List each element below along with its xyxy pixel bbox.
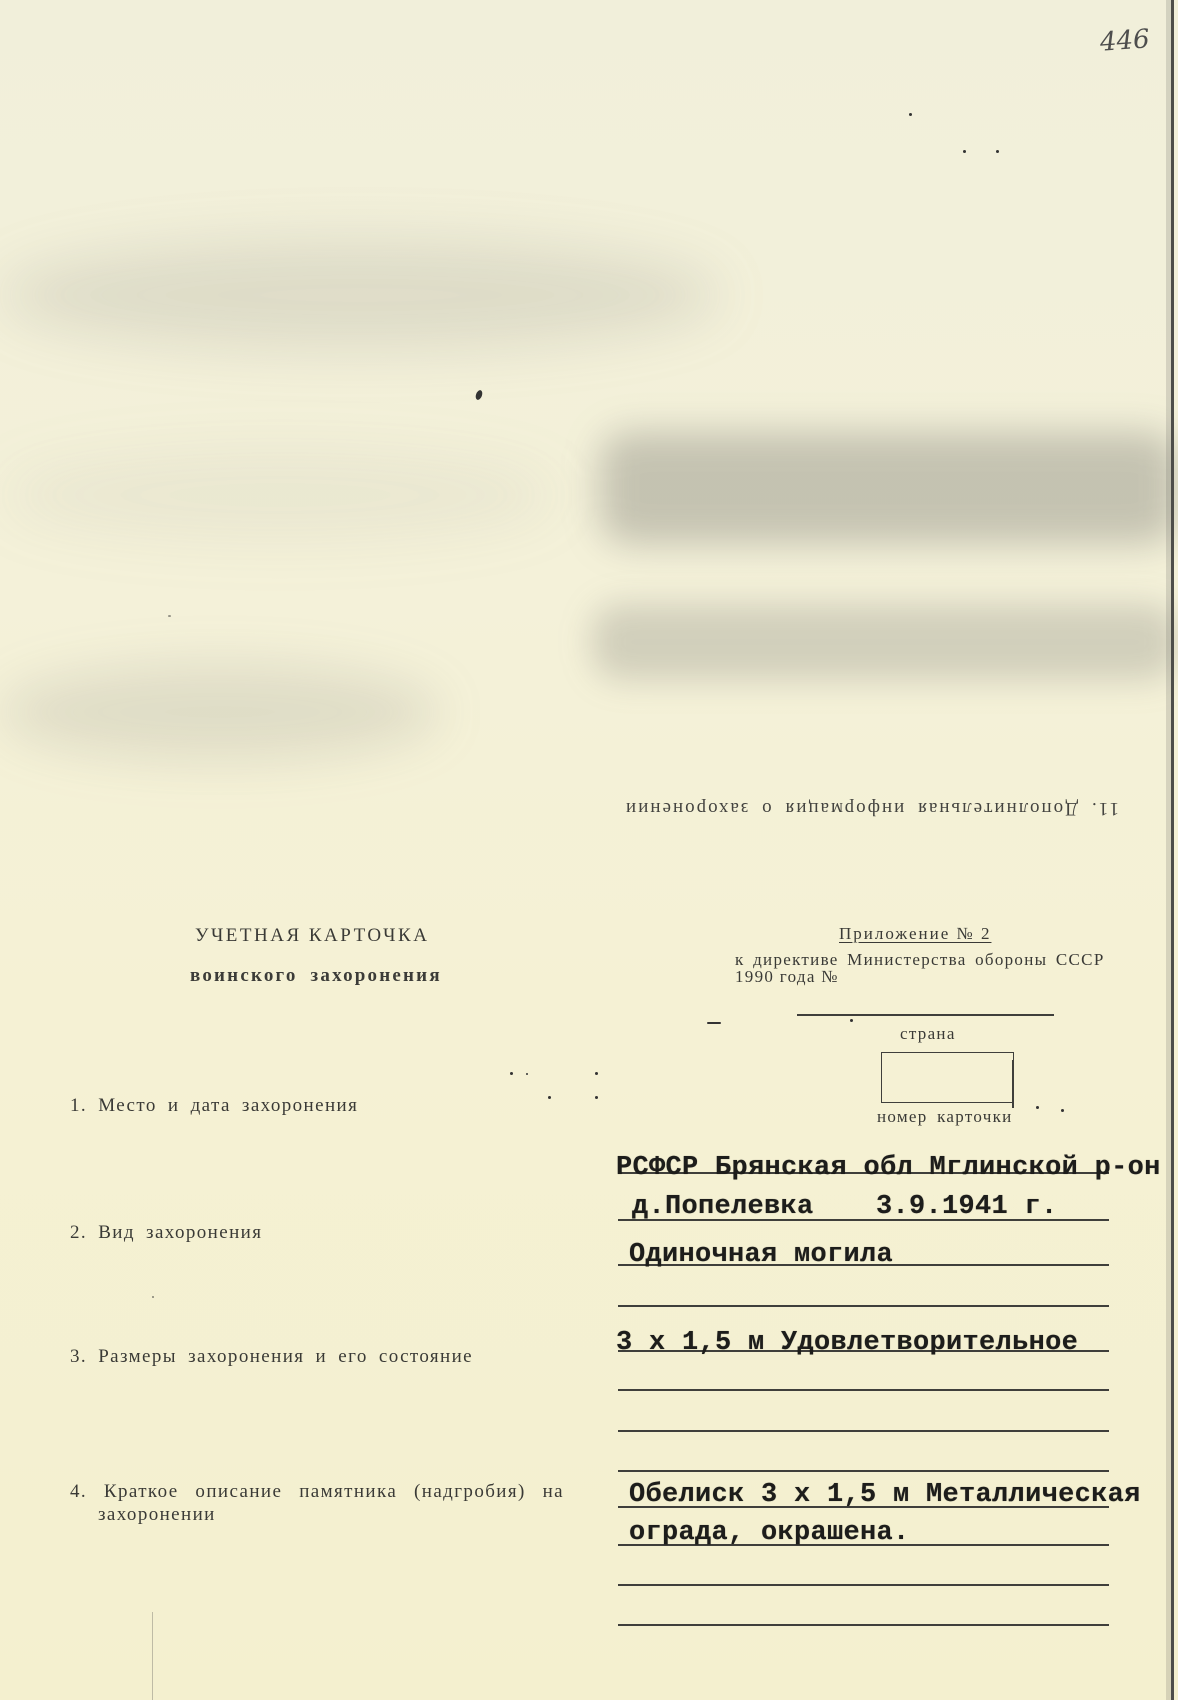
ink-speck [850,1019,853,1022]
scan-shadow [0,664,440,760]
ink-speck [526,1073,528,1075]
card-number-box-edge [1012,1060,1014,1108]
form-rule [618,1584,1109,1586]
ink-dash [707,1022,721,1024]
ink-speck [152,1296,154,1298]
ink-speck [1036,1106,1039,1109]
form-rule [618,1430,1109,1432]
scan-shadow [0,450,560,540]
country-label: страна [900,1024,956,1043]
ink-speck [474,389,483,400]
page-number: 446 [1099,24,1151,58]
section-11-heading-upside-down: 11. Дополнительная информация о захоронении [624,798,1119,819]
ink-speck [1061,1109,1064,1112]
ink-speck [548,1096,551,1099]
directive-text: к директиве Министерства обороны СССР [735,950,1105,969]
ink-speck [595,1072,598,1075]
form-rule [618,1305,1109,1307]
form-rule [618,1389,1109,1391]
scan-edge [1171,0,1174,1700]
burial-village: д.Попелевка [632,1192,814,1222]
directive-year: 1990 года № [735,967,839,986]
card-number-label: номер карточки [877,1107,1013,1126]
ink-speck [168,615,171,617]
scan-shadow [592,604,1178,680]
ink-speck [595,1096,598,1099]
card-title: УЧЕТНАЯ КАРТОЧКА [195,925,430,946]
country-field-rule [797,1014,1054,1016]
form-rule [618,1470,1109,1472]
ink-speck [963,150,966,153]
appendix-label: Приложение № 2 [839,924,992,943]
card-subtitle: воинского захоронения [190,965,442,986]
burial-type-value: Одиночная могила [629,1240,894,1270]
field-4-label-line1: 4. Краткое описание памятника (надгробия) на [70,1481,564,1502]
burial-date: 3.9.1941 г. [876,1192,1058,1222]
monument-description-line1: Обелиск 3 х 1,5 м Металлическая [629,1480,1141,1510]
ink-speck [996,150,999,153]
scan-shadow [0,240,720,350]
scan-shadow [600,432,1178,544]
field-4-label-line2: захоронении [98,1504,216,1525]
burial-location: РСФСР Брянская обл Мглинской р-он [616,1153,1161,1183]
form-rule [618,1624,1109,1626]
scan-crease [152,1612,153,1700]
card-number-box [881,1052,1014,1103]
monument-description-line2: ограда, окрашена. [629,1518,910,1548]
field-2-label: 2. Вид захоронения [70,1222,263,1243]
ink-speck [909,113,912,116]
burial-size-condition-value: 3 х 1,5 м Удовлетворительное [616,1328,1079,1358]
field-1-label: 1. Место и дата захоронения [70,1095,359,1116]
ink-speck [510,1072,513,1075]
field-3-label: 3. Размеры захоронения и его состояние [70,1346,474,1367]
